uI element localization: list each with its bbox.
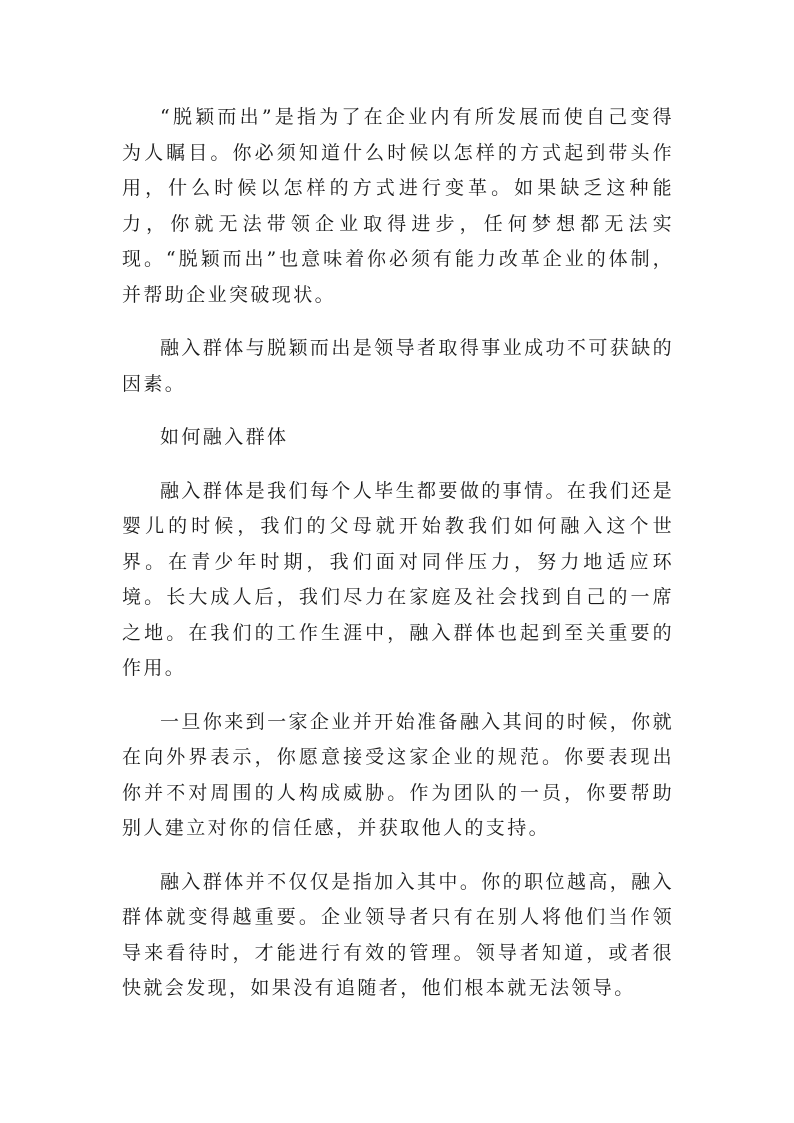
paragraph-stand-out-definition: “脱颖而出”是指为了在企业内有所发展而使自己变得为人瞩目。你必须知道什么时候以怎样的方式起到带头作用，什么时候以怎样的方式进行变革。如果缺乏这种能力，你就无法带领企业取得进步，任何梦想都无法实现。“脱颖而出”也意味着你必须有能力改革企业的体制，并帮助企业突破现状。 <box>122 106 674 306</box>
paragraph-joining-company: 一旦你来到一家企业并开始准备融入其间的时候，你就在向外界表示，你愿意接受这家企业的规范。你要表现出你并不对周围的人构成威胁。作为团队的一员，你要帮助别人建立对你的信任感，并获取他人的支持。 <box>122 710 674 839</box>
document-body <box>122 100 674 1025</box>
paragraph-lifelong-fitting-in: 融入群体是我们每个人毕生都要做的事情。在我们还是婴儿的时候，我们的父母就开始教我们如何融入这个世界。在青少年时期，我们面对同伴压力，努力地适应环境。长大成人后，我们尽力在家庭及社会找到自己的一席之地。在我们的工作生涯中，融入群体也起到至关重要的作用。 <box>122 479 674 679</box>
paragraph-success-factors: 融入群体与脱颖而出是领导者取得事业成功不可获缺的因素。 <box>122 337 674 395</box>
paragraph-position-importance: 融入群体并不仅仅是指加入其中。你的职位越高，融入群体就变得越重要。企业领导者只有在别人将他们当作领导来看待时，才能进行有效的管理。领导者知道，或者很快就会发现，如果没有追随者，他们根本就无法领导。 <box>122 870 674 999</box>
section-heading: 如何融入群体 <box>160 426 289 448</box>
